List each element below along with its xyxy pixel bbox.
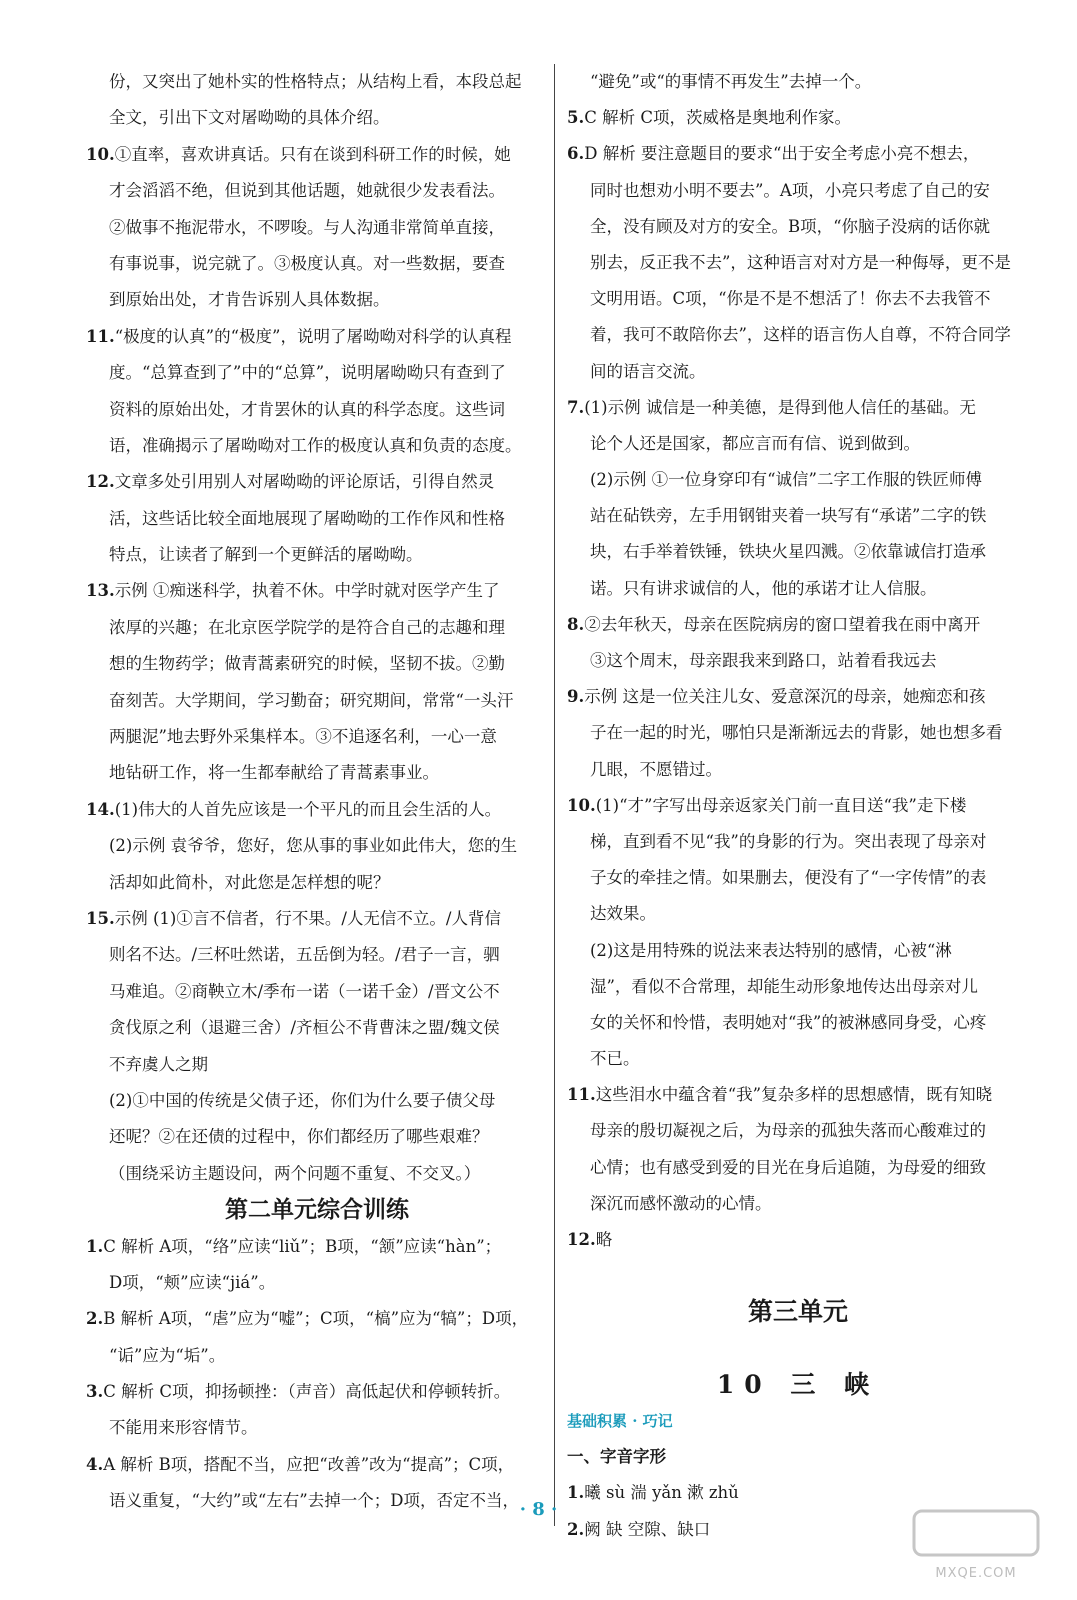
item-number: 9.: [567, 687, 585, 707]
answer-line: [86, 1119, 548, 1155]
section-heading: 第二单元综合训练: [225, 1196, 409, 1224]
answer-line: [567, 209, 1029, 245]
answer-line: [567, 426, 1029, 462]
line-text: “极度的认真”的“极度”，说明了屠呦呦对科学的认真程: [114, 326, 512, 346]
item-number: 3.: [86, 1382, 104, 1402]
answer-item: [567, 607, 1029, 643]
line-text: 这些泪水中蕴含着“我”复杂多样的思想感情，既有知晓: [595, 1085, 993, 1105]
item-number: 5.: [567, 108, 585, 128]
line-text: 文章多处引用别人对屠呦呦的评论原话，引得自然灵: [114, 472, 495, 492]
answer-line: [567, 715, 1029, 751]
line-text: (1)“才”字写出母亲返家关门前一直目送“我”走下楼: [595, 795, 967, 815]
answer-item: [86, 792, 548, 828]
answer-item: [86, 319, 548, 355]
line-text: 略: [595, 1230, 613, 1249]
answer-line: [567, 354, 1029, 390]
line-text: 语义重复，“大约”或“左右”去掉一个；D项，否定不当，: [109, 1491, 519, 1511]
item-number: 1.: [567, 1483, 585, 1503]
line-text: 特点，让读者了解到一个更鲜活的屠呦呦。: [109, 545, 423, 565]
line-text: 活，这些话比较全面地展现了屠呦呦的工作作风和性格: [109, 508, 505, 528]
answer-line: [86, 1156, 548, 1192]
item-number: 2.: [567, 1519, 585, 1539]
line-text: 深沉而感怀激动的心情。: [590, 1193, 772, 1213]
line-text: 着，我可不敢陪你去”，这样的语言伤人自尊，不符合同学: [590, 325, 1011, 345]
answer-line: [86, 865, 548, 901]
line-text: 梯，直到看不见“我”的身影的行为。突出表现了母亲对: [590, 831, 987, 851]
line-text: (1)伟大的人首先应该是一个平凡的而且会生活的人。: [114, 799, 502, 819]
answer-line: [86, 828, 548, 864]
answer-line: [86, 610, 548, 646]
line-text: (2)示例 ①一位身穿印有“诚信”二字工作服的铁匠师傅: [590, 470, 982, 490]
line-text: 活却如此简朴，对此您是怎样想的呢？: [109, 872, 390, 892]
line-text: 到原始出处，才肯告诉别人具体数据。: [109, 290, 390, 310]
line-text: 心情；也有感受到爱的目光在身后追随，为母爱的细致: [590, 1157, 986, 1177]
item-number: 7.: [567, 397, 585, 417]
subsection-label: 一、字音字形: [567, 1447, 666, 1467]
answer-line: [86, 1047, 548, 1083]
line-text: ②去年秋天，母亲在医院病房的窗口望着我在雨中离开: [584, 614, 981, 634]
lesson-heading: 10 三 峡: [716, 1369, 880, 1399]
answer-line: [86, 646, 548, 682]
answer-item: [567, 1077, 1029, 1113]
answer-line: [86, 64, 548, 100]
answer-line: [567, 1005, 1029, 1041]
line-text: C 解析 A项，“络”应读“liǔ”；B项，“颔”应读“hàn”；: [103, 1236, 502, 1256]
line-text: 资料的原始出处，才肯罢休的认真的科学态度。这些词: [109, 399, 505, 419]
answer-line: [567, 245, 1029, 281]
answer-line: [86, 100, 548, 136]
line-text: 块，右手举着铁锤，铁块火星四溅。②依靠诚信打造承: [590, 542, 986, 562]
line-text: 两腿泥”地去野外采集样本。③不追逐名利，一心一意: [109, 727, 497, 747]
answer-item: [567, 136, 1029, 172]
line-text: 有事说事，说完就了。③极度认真。对一些数据，要查: [109, 253, 505, 273]
item-number: 14.: [86, 799, 115, 819]
answer-item: [86, 901, 548, 937]
answer-line: [567, 173, 1029, 209]
answer-line: [86, 1338, 548, 1374]
answer-line: [86, 974, 548, 1010]
item-number: 15.: [86, 908, 115, 928]
line-text: D项，“颊”应读“jiá”。: [109, 1272, 276, 1292]
line-text: 达效果。: [590, 904, 656, 924]
line-text: 贪伐原之利（退避三舍）/齐桓公不背曹沫之盟/魏文侯: [109, 1018, 500, 1038]
line-text: B 解析 A项，“虐”应为“嘘”；C项，“槁”应为“犒”；D项，: [103, 1309, 529, 1329]
answer-line: [567, 1186, 1029, 1222]
answer-line: [86, 719, 548, 755]
answer-item: [86, 1374, 548, 1410]
answer-line: [567, 969, 1029, 1005]
answer-line: [86, 1010, 548, 1046]
line-text: 间的语言交流。: [590, 361, 706, 381]
answer-item: [567, 390, 1029, 426]
line-text: 阙 缺 空隙、缺口: [584, 1519, 711, 1539]
column-divider: [554, 64, 555, 1526]
line-text: 不已。: [590, 1049, 640, 1069]
line-text: 站在砧铁旁，左手用钢钳夹着一块写有“承诺”二字的铁: [590, 506, 987, 526]
answer-line: [567, 1113, 1029, 1149]
answer-item: [86, 1229, 548, 1265]
page-number: · 8 ·: [519, 1499, 558, 1520]
item-number: 6.: [567, 144, 585, 164]
item-number: 11.: [567, 1085, 596, 1105]
answer-line: [86, 1083, 548, 1119]
answer-item: [86, 1447, 548, 1483]
answer-line: [86, 210, 548, 246]
line-text: 语，准确揭示了屠呦呦对工作的极度认真和负责的态度。: [109, 435, 522, 455]
answer-line: [567, 824, 1029, 860]
answer-line: [567, 281, 1029, 317]
item-number: 10.: [86, 144, 115, 164]
answer-line: [86, 1265, 548, 1301]
line-text: 马难追。②商鞅立木/季布一诺（一诺千金）/晋文公不: [109, 981, 500, 1001]
answer-line: [567, 571, 1029, 607]
line-text: 别去，反正我不去”，这种语言对对方是一种侮辱，更不是: [590, 252, 1011, 272]
answer-line: [86, 683, 548, 719]
line-text: 浓厚的兴趣；在北京医学院学的是符合自己的志趣和理: [109, 617, 505, 637]
answer-line: [86, 1410, 548, 1446]
line-text: 示例 ①痴迷科学，执着不休。中学时就对医学产生了: [114, 581, 500, 601]
line-text: 度。“总算查到了”中的“总算”，说明屠呦呦只有查到了: [109, 363, 506, 383]
unit-heading: 第三单元: [747, 1297, 848, 1327]
line-text: 不能用来形容情节。: [109, 1418, 258, 1438]
line-text: 同时也想劝小明不要去”。A项，小亮只考虑了自己的安: [590, 180, 990, 200]
line-text: 奋刻苦。大学期间，学习勤奋；研究期间，常常“一头汗: [109, 690, 514, 710]
answer-line: [86, 392, 548, 428]
answer-item: [86, 137, 548, 173]
line-text: “避免”或“的事情不再发生”去掉一个。: [590, 72, 872, 91]
answer-line: [567, 534, 1029, 570]
line-text: 才会滔滔不绝，但说到其他话题，她就很少发表看法。: [109, 181, 505, 201]
item-number: 13.: [86, 581, 115, 601]
line-text: ③这个周末，母亲跟我来到路口，站着看我远去: [590, 651, 937, 670]
item-number: 12.: [567, 1230, 596, 1249]
answer-item: [567, 1222, 1029, 1258]
line-text: 全，没有顾及对方的安全。B项，“你脑子没病的话你就: [590, 216, 991, 236]
line-text: “诟”应为“垢”。: [109, 1345, 226, 1365]
line-text: 示例 这是一位关注儿女、爱意深沉的母亲，她痴恋和孩: [584, 687, 986, 707]
item-number: 8.: [567, 614, 585, 634]
answer-item: [86, 464, 548, 500]
item-number: 4.: [86, 1454, 104, 1474]
line-text: 论个人还是国家，都应言而有信、说到做到。: [590, 433, 920, 453]
answer-line: [567, 498, 1029, 534]
line-text: （围绕采访主题设问，两个问题不重复、不交叉。）: [109, 1163, 481, 1183]
answer-line: [567, 317, 1029, 353]
answer-item: [567, 788, 1029, 824]
line-text: ①直率，喜欢讲真话。只有在谈到科研工作的时候，她: [114, 144, 511, 164]
answer-line: [86, 501, 548, 537]
answer-line: [567, 1041, 1029, 1077]
line-text: (1)示例 诚信是一种美德，是得到他人信任的基础。无: [584, 397, 976, 417]
watermark-text: MXQE.COM: [935, 1566, 1017, 1581]
answer-line: [567, 1150, 1029, 1186]
line-text: 几眼，不愿错过。: [590, 759, 722, 779]
answer-line: [86, 937, 548, 973]
line-text: 想的生物药学；做青蒿素研究的时候，坚韧不拔。②勤: [109, 654, 505, 674]
answer-item: [86, 573, 548, 609]
watermark-logo: [906, 1505, 1046, 1585]
line-text: 诺。只有讲求诚信的人，他的承诺才让人信服。: [590, 578, 937, 598]
line-text: A 解析 B项，搭配不当，应把“改善”改为“提高”；C项，: [103, 1454, 515, 1474]
item-number: 11.: [86, 326, 115, 346]
answer-line: [567, 752, 1029, 788]
line-text: 地钻研工作，将一生都奉献给了青蒿素事业。: [109, 763, 439, 783]
answer-item: [567, 100, 1029, 136]
answer-line: [567, 64, 1029, 100]
line-text: (2)这是用特殊的说法来表达特别的感情，心被“淋: [590, 940, 952, 960]
line-text: 文明用语。C项，“你是不是不想活了！你去不去我管不: [590, 289, 991, 309]
answer-line: [86, 282, 548, 318]
answer-line: [567, 860, 1029, 896]
spacer: [567, 1258, 1029, 1294]
line-text: 份，又突出了她朴实的性格特点；从结构上看，本段总起: [109, 72, 522, 91]
line-text: C 解析 C项，茨威格是奥地利作家。: [584, 108, 851, 128]
answer-item: [567, 679, 1029, 715]
line-text: ②做事不拖泥带水，不啰唆。与人沟通非常简单直接，: [109, 217, 505, 237]
right-column: [567, 64, 1029, 1548]
answer-line: [86, 355, 548, 391]
answer-line: [567, 933, 1029, 969]
answer-line: [86, 428, 548, 464]
line-text: 湿”，看似不合常理，却能生动形象地传达出母亲对儿: [590, 976, 978, 996]
answer-item: [86, 1301, 548, 1337]
line-text: 女的关怀和怜惜，表明她对“我”的被淋感同身受，心疼: [590, 1012, 987, 1032]
spacer: [567, 1331, 1029, 1367]
line-text: 还呢？②在还债的过程中，你们都经历了哪些艰难？: [109, 1127, 489, 1147]
line-text: 示例 (1)①言不信者，行不果。/人无信不立。/人背信: [114, 908, 501, 928]
answer-line: [567, 643, 1029, 679]
answer-line: [86, 755, 548, 791]
line-text: D 解析 要注意题目的要求“出于安全考虑小亮不想去，: [584, 144, 980, 164]
item-number: 10.: [567, 795, 596, 815]
line-text: 子在一起的时光，哪怕只是渐渐远去的背影，她也想多看: [590, 723, 1003, 743]
answer-line: [86, 246, 548, 282]
line-text: C 解析 C项，抑扬顿挫：（声音）高低起伏和停顿转折。: [103, 1382, 511, 1402]
line-text: 子女的牵挂之情。如果删去，便没有了“一字传情”的表: [590, 868, 987, 888]
line-text: 母亲的殷切凝视之后，为母亲的孤独失落而心酸难过的: [590, 1121, 986, 1141]
section-label: 基础积累 · 巧记: [567, 1411, 673, 1430]
answer-line: [86, 537, 548, 573]
item-number: 12.: [86, 472, 115, 492]
item-number: 2.: [86, 1309, 104, 1329]
item-number: 1.: [86, 1236, 104, 1256]
answer-line: [86, 173, 548, 209]
left-column: [86, 64, 548, 1520]
line-text: (2)示例 袁爷爷，您好，您从事的事业如此伟大，您的生: [109, 836, 518, 856]
answer-line: [567, 896, 1029, 932]
line-text: 则名不达。/三杯吐然诺，五岳倒为轻。/君子一言，驷: [109, 945, 500, 965]
line-text: 曦 sù 湍 yǎn 漱 zhǔ: [584, 1483, 739, 1503]
line-text: 不弃虞人之期: [109, 1054, 208, 1074]
answer-line: [567, 462, 1029, 498]
line-text: (2)①中国的传统是父债子还，你们为什么要子债父母: [109, 1090, 496, 1110]
line-text: 全文，引出下文对屠呦呦的具体介绍。: [109, 108, 390, 128]
